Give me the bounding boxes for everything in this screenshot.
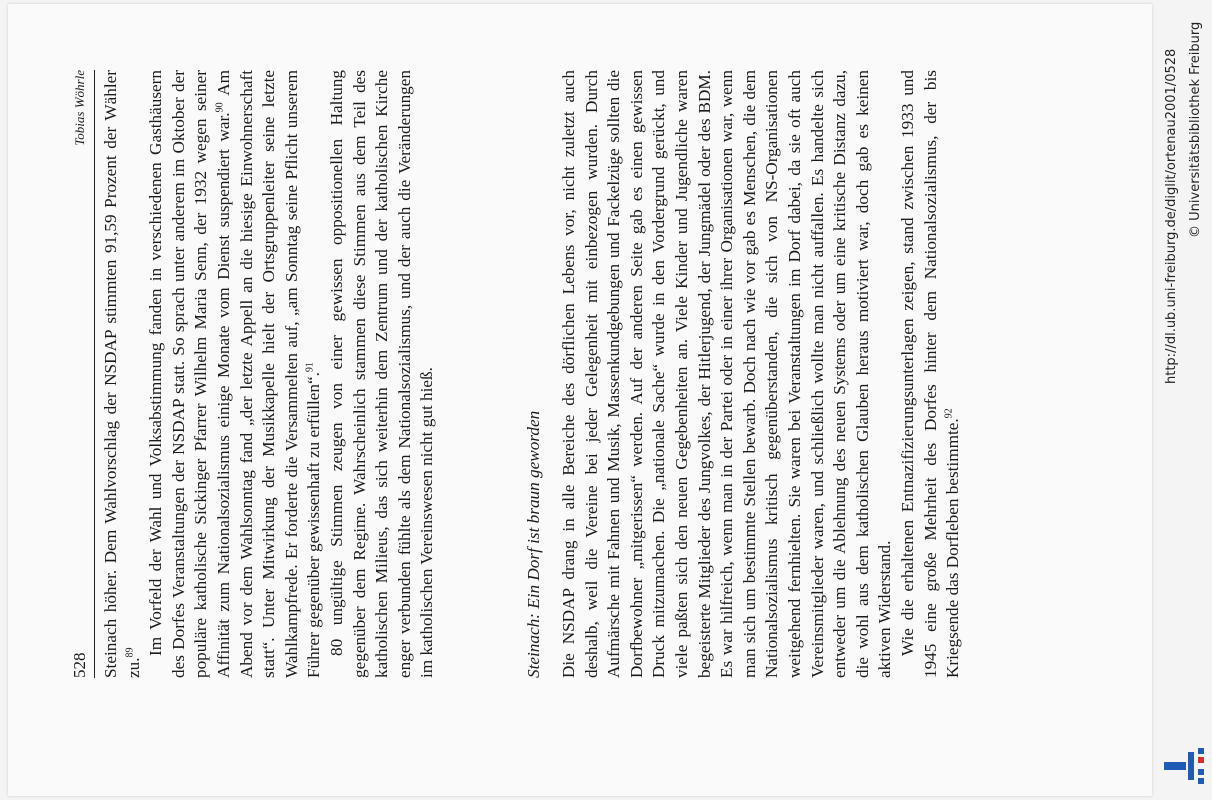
section-heading: Steinach: Ein Dorf ist braun geworden: [524, 410, 543, 678]
paragraph-text: Am Abend vor dem Wahlsonntag fand „der letzte Appell an die hiesige Einwohnerschaft statt“. Unter Mitwirkung der Musikkapelle hielt der Ortsgruppenleiter seine letzte Wahlkampfrede. Er forderte die Versammelten auf, „am Sonntag seine Pflicht unserem Führer gegenüber gewissenhaft zu erfüllen“.: [213, 70, 324, 678]
paragraph-text: 80 ungültige Stimmen zeugen von einer gewissen oppositionellen Haltung gegenüber dem Regime. Wahrscheinlich stammen diese Stimmen aus dem Teil des katholischen Milieus, das sich weiterhin dem Zentrum und der katholischen Kirche enger verbunden fühlte als dem Nationalsozialismus, und der auch die Veränderungen im katholischen Vereinswesen nicht gut hieß.: [326, 70, 437, 678]
footnote-ref: 91: [304, 362, 316, 373]
paragraph: [100, 70, 145, 678]
copyright-text: © Universitätsbibliothek Freiburg: [1188, 21, 1203, 238]
paragraph-text: Steinach höher. Dem Wahlvorschlag der NSDAP stimmten 91,59 Prozent der Wähler zu.: [101, 70, 143, 678]
running-head: [70, 70, 95, 678]
page-number: 528: [70, 652, 89, 678]
footnote-ref: 92: [943, 408, 955, 419]
text-block-upper: [100, 70, 439, 678]
paragraph: [558, 70, 897, 678]
footnote-ref: 90: [214, 102, 226, 113]
ub-freiburg-logo-icon: [1162, 748, 1208, 784]
page-content: [8, 4, 1152, 796]
paragraph-text: Im Vorfeld der Wahl und Volksabstimmung fanden in verschiedenen Gasthäusern des Dorfes Veranstaltungen der NSDAP statt. So sprach unter anderem im Oktober der populäre katholische Sickinger Pfarrer Wilhelm Maria Senn, der 1932 wegen seiner Affinität zum Nationalsozialismus einige Monate vom Dienst suspendiert war.: [146, 70, 233, 678]
source-url-link[interactable]: http://dl.ub.uni-freiburg.de/diglit/ortenau2001/0528: [1164, 48, 1179, 384]
paragraph-text: Wie die erhaltenen Entnazifizierungsunterlagen zeigen, stand zwischen 1933 und 1945 eine große Mehrheit des Dorfes hinter dem Nationalsozialismus, der bis Kriegsende das Dorfleben bestimmte.: [897, 70, 963, 678]
author-name: Tobias Wöhrle: [72, 70, 87, 146]
paragraph-text: Die NSDAP drang in alle Bereiche des dörflichen Lebens vor, nicht zuletzt auch deshalb, weil die Vereine bei jeder Gelegenheit mit einbezogen wurden. Durch Aufmärsche mit Fahnen und Musik, Massenkundgebungen und Fackelzüge sollten die Dorfbewohner „mitgerissen“ werden. Auf der anderen Seite gab es einen gewissen Druck mitzumachen. Die „nationale Sache“ wurde in den Vordergrund gerückt, und viele paßten sich den neuen Gegebenheiten an. Viele Kinder und Jugendliche waren begeisterte Mitglieder des Jungvolkes, der Hitlerjugend, der Jungmädel oder des BDM. Es war hilfreich, wenn man in der Partei oder in einer ihrer Organisationen war, wenn man sich um bestimmte Stellen bewarb. Doch nach wie vor gab es Menschen, die dem Nationalsozialismus kritisch gegenüberstanden, die sich von NS-Organisationen weitgehend fernhielten. Sie waren bei Veranstaltungen im Dorf dabei, da sie oft auch Vereinsmitglieder waren, und schließlich wollte man nicht auffallen. Es handelte sich entweder um die Ablehnung des neuen Systems oder um eine kritische Distanz dazu, die wohl aus dem katholischen Glauben heraus motiviert war, doch gab es keinen aktiven Widerstand.: [559, 70, 895, 678]
footnote-ref: 89: [123, 647, 135, 658]
text-block-lower: [558, 70, 965, 678]
paragraph: [897, 70, 965, 678]
paragraph: [326, 70, 439, 678]
paragraph: [145, 70, 326, 678]
scanned-page: [8, 4, 1152, 796]
